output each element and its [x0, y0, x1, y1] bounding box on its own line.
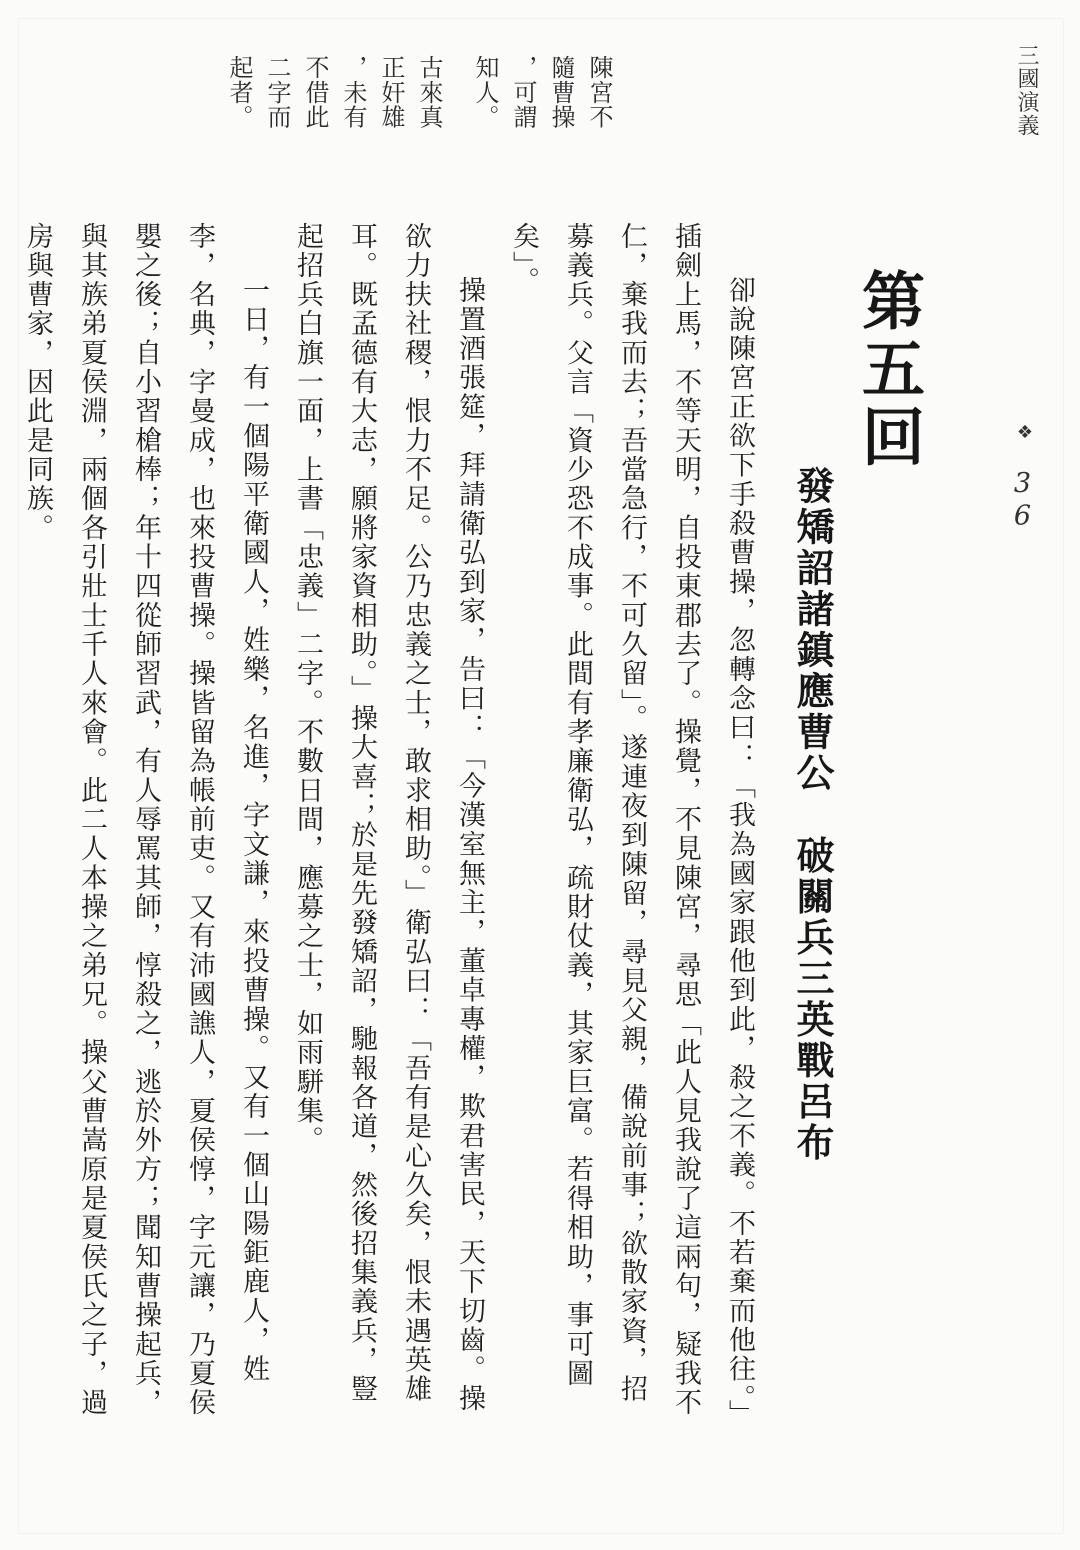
margin-notes [202, 55, 618, 335]
paragraph-1: 卻說陳宮正欲下手殺曹操，忽轉念曰：「我為國家跟他到此，殺之不義。不若棄而他往。」插劍上馬，不等天明，自投東郡去了。操覺，不見陳宮，尋思「此人見我說了這兩句，疑我不仁，棄我而去；吾當急行，不可久留」。遂連夜到陳留，尋見父親，備說前事；欲散家資，招募義兵。父言「資少恐不成事。此間有孝廉衛弘，疏財仗義，其家巨富。若得相助，事可圖矣」。 [508, 222, 755, 1418]
page-number: 36 [1007, 468, 1038, 533]
margin-note-line: 知人。 [471, 55, 499, 130]
margin-note-line: 正奸雄 [377, 55, 405, 130]
margin-note-line: 陳宮不 [585, 55, 613, 130]
paragraph-3: 一日，有一個陽平衛國人，姓樂，名進，字文謙，來投曹操。又有一個山陽鉅鹿人，姓李，名典，字曼成，也來投曹操。操皆留為帳前吏。又有沛國譙人，夏侯惇，字元讓，乃夏侯嬰之後；自小習槍棒；年十四從師習武，有人辱罵其師，惇殺之，逃於外方；聞知曹操起兵，與其族弟夏侯淵，兩個各引壯士千人來會。此二人本操之弟兄。操父曹嵩原是夏侯氏之子，過房與曹家，因此是同族。 [22, 222, 269, 1418]
page-header [1000, 34, 1046, 554]
main-text [0, 222, 766, 1422]
chapter-number: 第五回 [852, 268, 926, 473]
margin-note-line: 隨曹操 [547, 55, 575, 130]
margin-note-line: 二字而 [263, 55, 291, 130]
margin-note-line: 不借此 [301, 55, 329, 130]
chapter-title [790, 268, 926, 1164]
margin-note-line: ，未有 [339, 55, 367, 130]
chapter-heading: 發矯詔諸鎮應曹公 破關兵三英戰呂布 [790, 466, 835, 1164]
diamond-ornament-icon: ❖ [1016, 422, 1033, 443]
margin-note-line: ，可謂 [509, 55, 537, 130]
running-title: 三國演義 [1014, 44, 1039, 138]
margin-note-line: 起者。 [225, 55, 253, 130]
paragraph-4 [0, 222, 10, 1422]
margin-note-line: 古來真 [415, 55, 443, 130]
paragraph-2: 操置酒張筵，拜請衛弘到家，告曰：「今漢室無主，董卓專權，欺君害民，天下切齒。操欲力扶社稷，恨力不足。公乃忠義之士，敢求相助。」衛弘曰：「吾有是心久矣，恨未遇英雄耳。既孟德有大志，願將家資相助。」操大喜；於是先發矯詔，馳報各道，然後招集義兵，豎起招兵白旗一面，上書「忠義」二字。不數日間，應募之士，如雨駢集。 [292, 222, 485, 1414]
margin-note-1 [466, 55, 618, 335]
margin-note-2 [220, 55, 448, 335]
